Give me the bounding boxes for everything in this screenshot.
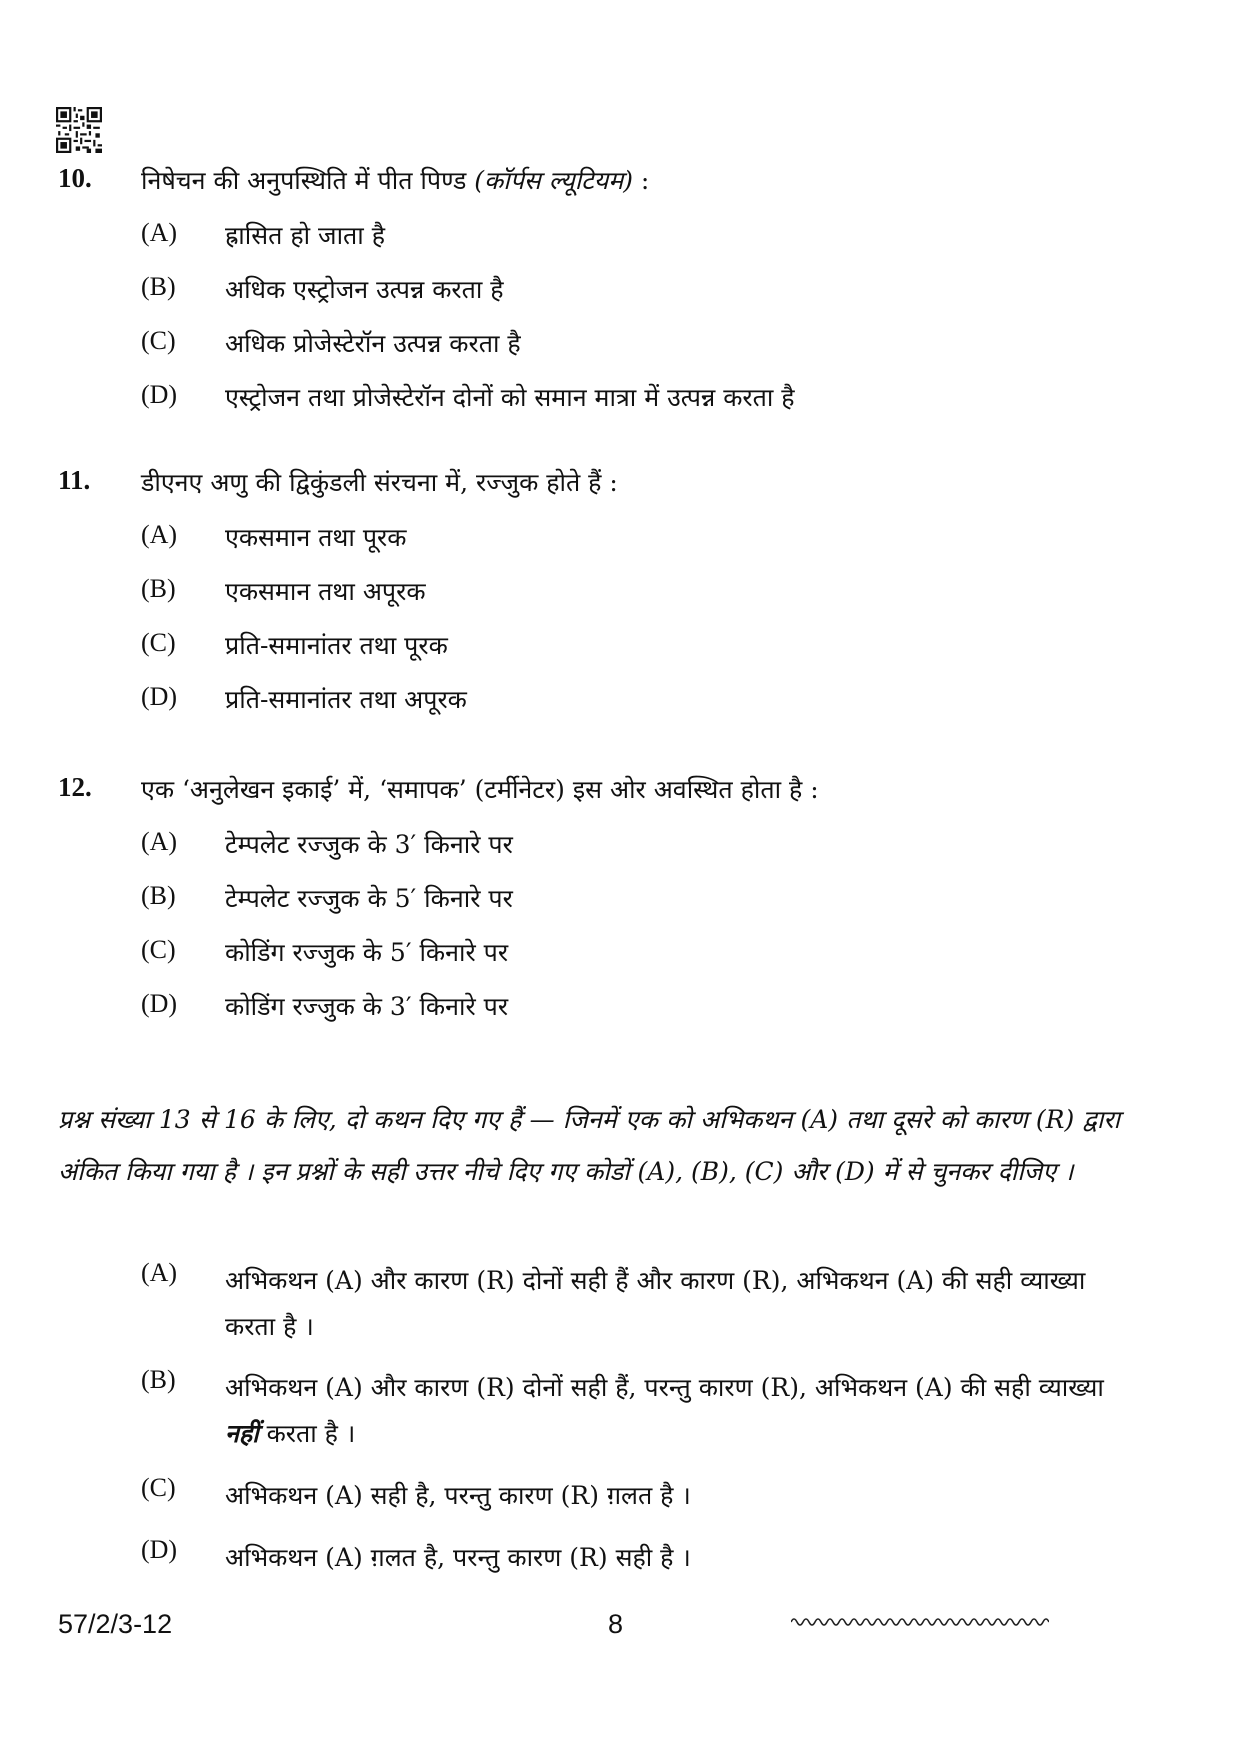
question-number: 12. xyxy=(58,772,92,802)
option-label: (B) xyxy=(141,574,176,603)
option-label: (A) xyxy=(141,218,178,247)
code-text-before: अभिकथन (A) और कारण (R) दोनों सही हैं, परन्तु कारण (R), अभिकथन (A) की सही व्याख्या xyxy=(225,1373,1104,1402)
option-text: प्रति-समानांतर तथा अपूरक xyxy=(225,685,467,714)
option-label: (B) xyxy=(141,881,176,910)
option-text: अधिक प्रोजेस्टेरॉन उत्पन्न करता है xyxy=(225,329,521,358)
option-label: (D) xyxy=(141,682,178,711)
wavy-line-icon xyxy=(791,1612,1049,1632)
assertion-reason-instructions: प्रश्न संख्या 13 से 16 के लिए, दो कथन दिए गए हैं — जिनमें एक को अभिकथन (A) तथा दूसरे को कारण (R) द्वारा अंकित किया गया है । इन प्रश्नों के सही उत्तर नीचे दिए गए कोडों (A), (B), (C) और (D) में से चुनकर दीजिए । xyxy=(58,1105,1120,1186)
option-label: (B) xyxy=(141,272,176,301)
option-text: एकसमान तथा पूरक xyxy=(225,523,407,552)
option-label: (C) xyxy=(141,935,176,964)
option-text: एस्ट्रोजन तथा प्रोजेस्टेरॉन दोनों को समान मात्रा में उत्पन्न करता है xyxy=(225,383,795,412)
code-label: (D) xyxy=(141,1535,178,1564)
code-label: (B) xyxy=(141,1365,176,1394)
stem-text: निषेचन की अनुपस्थिति में पीत पिण्ड xyxy=(141,166,467,195)
code-text: अभिकथन (A) सही है, परन्तु कारण (R) ग़लत है । xyxy=(225,1481,691,1510)
code-label: (C) xyxy=(141,1473,176,1502)
option-label: (A) xyxy=(141,827,178,856)
stem-end: : xyxy=(632,166,650,195)
code-label: (A) xyxy=(141,1258,178,1287)
option-text: प्रति-समानांतर तथा पूरक xyxy=(225,631,448,660)
code-text: अभिकथन (A) ग़लत है, परन्तु कारण (R) सही है । xyxy=(225,1543,691,1572)
option-text: टेम्पलेट रज्जुक के 5′ किनारे पर xyxy=(225,884,513,913)
question-stem: एक ‘अनुलेखन इकाई’ में, ‘समापक’ (टर्मीनेटर) इस ओर अवस्थित होता है : xyxy=(141,775,819,804)
option-text: ह्रासित हो जाता है xyxy=(225,221,385,250)
stem-italic-term: (कॉर्पस ल्यूटियम) xyxy=(474,166,633,195)
question-stem: डीएनए अणु की द्विकुंडली संरचना में, रज्जुक होते हैं : xyxy=(141,468,618,497)
paper-code: 57/2/3-12 xyxy=(58,1609,173,1639)
question-stem xyxy=(141,163,649,197)
option-label: (C) xyxy=(141,628,176,657)
page-number: 8 xyxy=(608,1609,624,1639)
option-label: (D) xyxy=(141,989,178,1018)
question-number: 10. xyxy=(58,163,92,193)
option-label: (D) xyxy=(141,380,178,409)
option-label: (A) xyxy=(141,520,178,549)
code-text xyxy=(225,1365,1121,1457)
code-text: अभिकथन (A) और कारण (R) दोनों सही हैं और कारण (R), अभिकथन (A) की सही व्याख्या करता है । xyxy=(225,1266,1086,1341)
code-text-after: करता है । xyxy=(258,1419,356,1448)
question-number: 11. xyxy=(58,465,91,495)
option-text: कोडिंग रज्जुक के 3′ किनारे पर xyxy=(225,992,509,1021)
option-text: एकसमान तथा अपूरक xyxy=(225,577,426,606)
option-text: टेम्पलेट रज्जुक के 3′ किनारे पर xyxy=(225,830,513,859)
option-text: कोडिंग रज्जुक के 5′ किनारे पर xyxy=(225,938,509,967)
qr-code-icon xyxy=(56,107,102,153)
emphasis-not: नहीं xyxy=(225,1419,259,1448)
option-label: (C) xyxy=(141,326,176,355)
option-text: अधिक एस्ट्रोजन उत्पन्न करता है xyxy=(225,275,504,304)
